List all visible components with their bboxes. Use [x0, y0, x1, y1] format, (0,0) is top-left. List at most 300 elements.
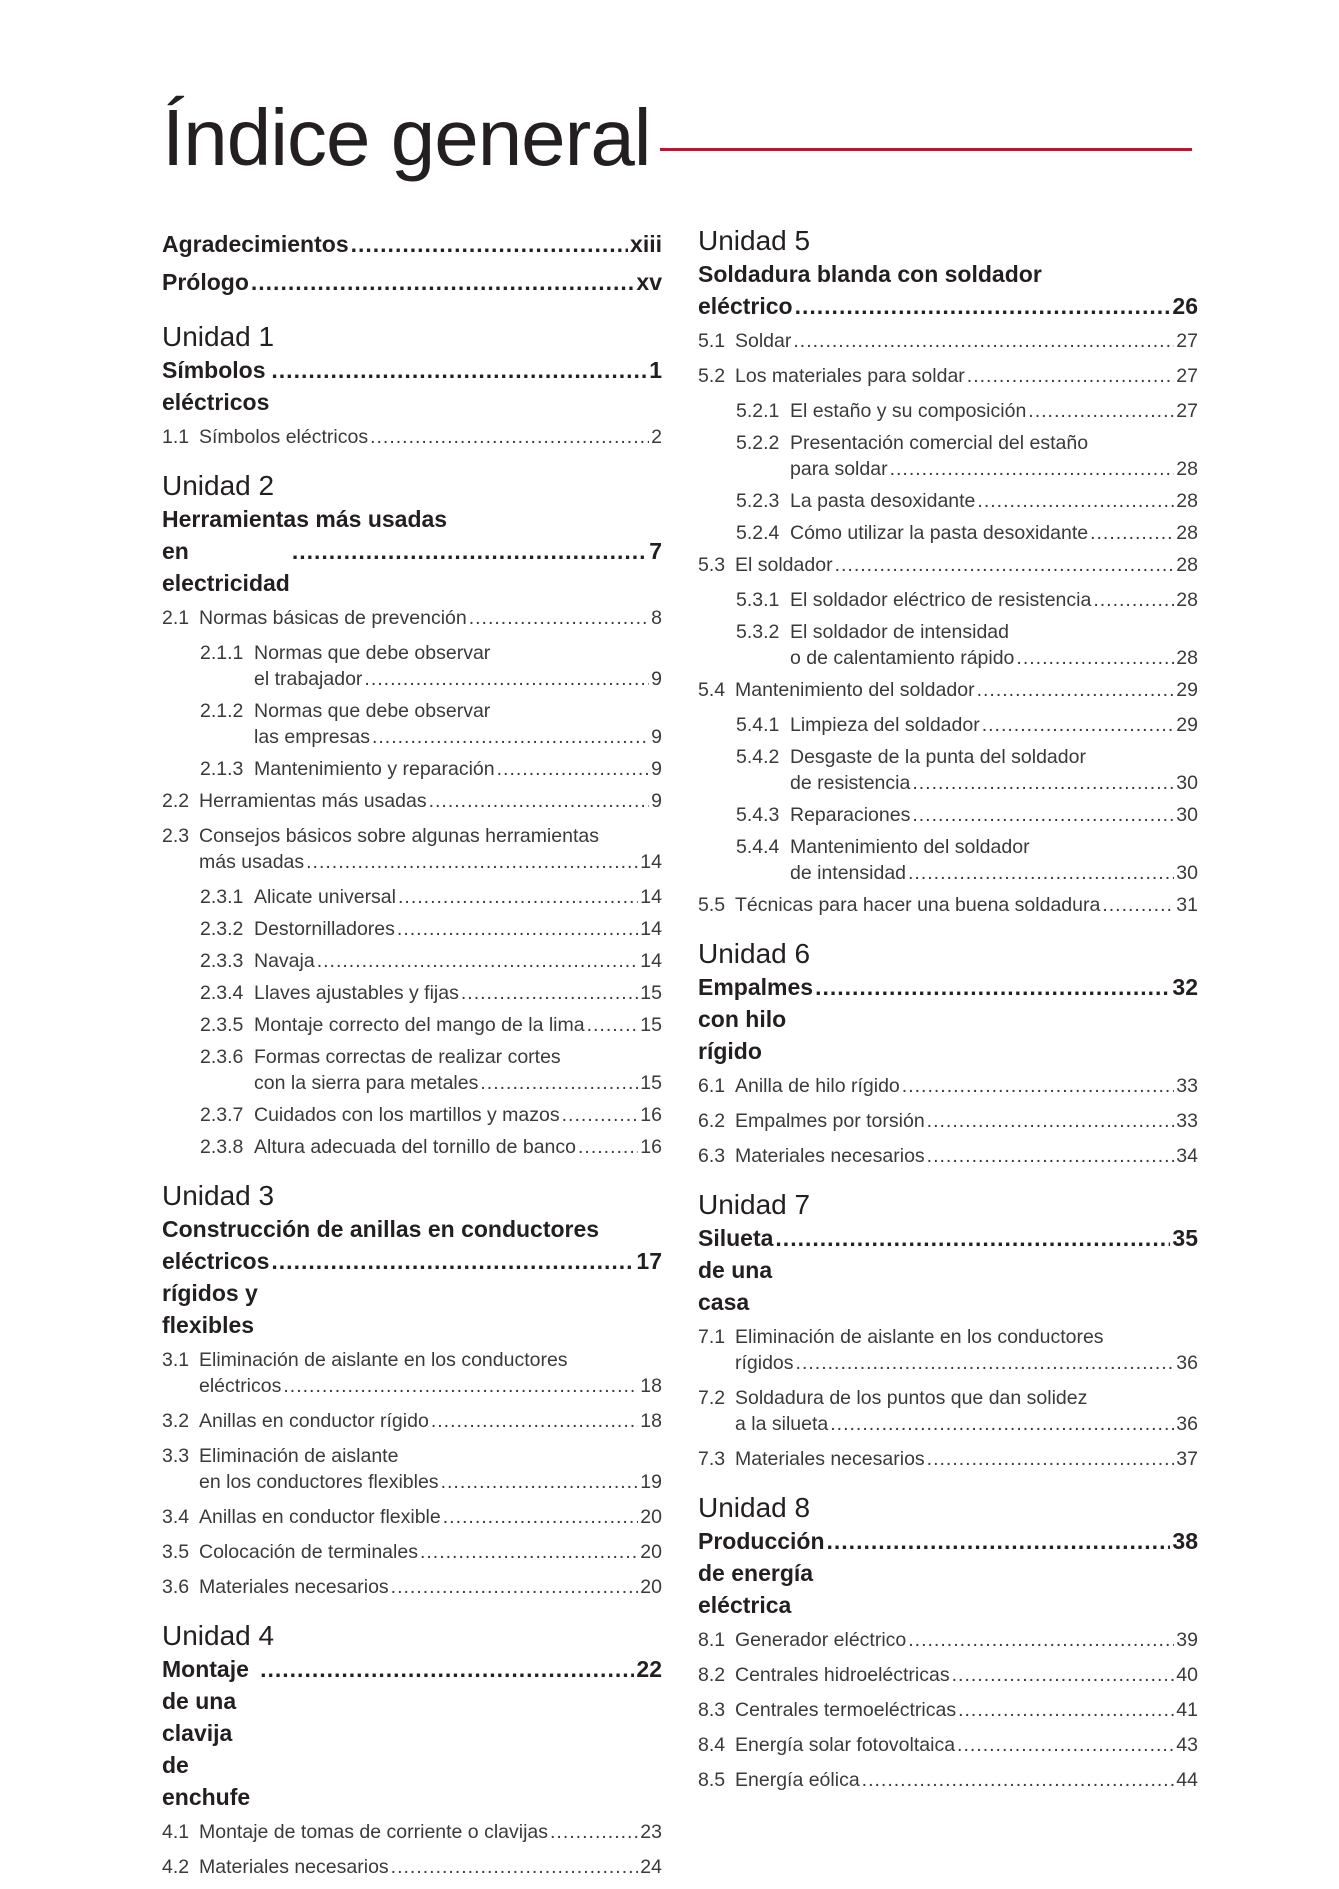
toc-subsection[interactable] [698, 398, 1198, 424]
section-number: 5.3.1 [736, 589, 780, 611]
entry-text: de resistencia [790, 772, 911, 794]
section-number: 8.1 [698, 1629, 726, 1651]
entry-line [698, 1446, 1198, 1472]
entry-text: en los conductores flexibles [199, 1471, 439, 1493]
toc-section[interactable] [698, 1073, 1198, 1099]
page-number: 16 [640, 1136, 662, 1158]
section-number: 3.3 [162, 1445, 190, 1467]
entry-text: Soldar [735, 330, 792, 352]
page-number: 28 [1176, 522, 1198, 544]
section-number: 2.1.3 [200, 758, 244, 780]
section-number: 3.1 [162, 1349, 190, 1371]
dot-leader [927, 1108, 1175, 1134]
entry-line [200, 1070, 662, 1096]
unit-title[interactable] [698, 258, 1198, 322]
unit-title-line [162, 1245, 662, 1341]
dot-leader [391, 1574, 639, 1600]
section-number: 2.3.6 [200, 1046, 244, 1068]
entry-text: Cómo utilizar la pasta desoxidante [790, 522, 1089, 544]
entry-text: las empresas [254, 726, 370, 748]
unit-section [162, 1180, 662, 1600]
dot-leader [927, 1446, 1175, 1472]
unit-title-text: Silueta de una casa [698, 1225, 774, 1315]
dot-leader [578, 1134, 638, 1160]
dot-leader [370, 424, 649, 450]
section-number: 5.4.3 [736, 804, 780, 826]
page-number: 29 [1176, 714, 1198, 736]
entry-line [200, 1012, 662, 1038]
dot-leader [480, 1070, 638, 1096]
dot-leader [1090, 520, 1174, 546]
page-number: 31 [1176, 894, 1198, 916]
dot-leader [461, 980, 638, 1006]
entry-line [698, 1767, 1198, 1793]
entry-line [698, 1662, 1198, 1688]
dot-leader [902, 1073, 1175, 1099]
toc-section[interactable] [162, 1504, 662, 1530]
page-number: 7 [649, 538, 662, 564]
entry-text: Generador eléctrico [735, 1629, 907, 1651]
entry-line [736, 712, 1198, 738]
section-number: 8.2 [698, 1664, 726, 1686]
dot-leader [795, 290, 1171, 322]
section-number: 5.5 [698, 894, 726, 916]
toc-section[interactable] [162, 1443, 662, 1495]
unit-title-line [698, 1525, 1198, 1621]
dot-leader [977, 488, 1174, 514]
toc-section[interactable] [698, 1108, 1198, 1134]
unit-title-line [162, 503, 662, 535]
entry-line [698, 363, 1198, 389]
toc-section[interactable] [698, 1385, 1198, 1437]
entry-line [736, 587, 1198, 613]
section-number: 4.2 [162, 1856, 190, 1878]
dot-leader [271, 354, 647, 386]
page-number: 15 [640, 1072, 662, 1094]
unit-title[interactable] [162, 503, 662, 599]
entry-text: Materiales necesarios [199, 1856, 389, 1878]
dot-leader [372, 724, 649, 750]
section-number: 2.1 [162, 607, 190, 629]
dot-leader [1028, 398, 1174, 424]
unit-title[interactable] [698, 1525, 1198, 1621]
toc-subsection[interactable] [162, 1044, 662, 1096]
entry-text: Montaje correcto del mango de la lima [254, 1014, 585, 1036]
unit-section [162, 470, 662, 1160]
toc-section[interactable] [698, 1767, 1198, 1793]
page-number: 33 [1176, 1075, 1198, 1097]
entry-line [200, 698, 662, 724]
toc-subsection[interactable] [162, 756, 662, 782]
entry-text: Energía eólica [735, 1769, 860, 1791]
entry-line [162, 823, 662, 849]
section-number: 2.3.3 [200, 950, 244, 972]
entry-text: La pasta desoxidante [790, 490, 976, 512]
toc-section[interactable] [162, 1408, 662, 1434]
entry-text: Herramientas más usadas [199, 790, 427, 812]
dot-leader [397, 916, 638, 942]
section-number: 8.4 [698, 1734, 726, 1756]
toc-section[interactable] [162, 1574, 662, 1600]
entry-text: Normas que debe observar [254, 700, 491, 722]
entry-line [736, 834, 1198, 860]
entry-line [162, 1443, 662, 1469]
entry-line [698, 1143, 1198, 1169]
toc-entry-front-matter[interactable] [162, 263, 662, 301]
entry-line [162, 1373, 662, 1399]
dot-leader [890, 456, 1175, 482]
entry-text: Empalmes por torsión [735, 1110, 925, 1132]
unit-section [162, 321, 662, 450]
entry-text: Materiales necesarios [735, 1145, 925, 1167]
dot-leader [815, 971, 1170, 1003]
dot-leader [912, 770, 1174, 796]
entry-text: Materiales necesarios [199, 1576, 389, 1598]
dot-leader [431, 1408, 638, 1434]
dot-leader [967, 363, 1175, 389]
toc-section[interactable] [698, 1143, 1198, 1169]
section-number: 7.3 [698, 1448, 726, 1470]
toc-column-right [698, 225, 1198, 1802]
entry-text: Normas básicas de prevención [199, 607, 467, 629]
section-number: 5.2.1 [736, 400, 780, 422]
section-number: 5.4.2 [736, 746, 780, 768]
section-number: 2.2 [162, 790, 190, 812]
dot-leader [912, 802, 1174, 828]
unit-section [698, 1492, 1198, 1793]
page-number: 1 [649, 357, 662, 383]
dot-leader [292, 535, 647, 567]
dot-leader [827, 1525, 1171, 1557]
toc-section[interactable] [162, 1819, 662, 1845]
entry-text: Llaves ajustables y fijas [254, 982, 459, 1004]
dot-leader [550, 1819, 638, 1845]
entry-text: Soldadura de los puntos que dan solidez [735, 1387, 1088, 1409]
section-number: 2.3.7 [200, 1104, 244, 1126]
section-number: 2.3 [162, 825, 190, 847]
section-number: 5.2.3 [736, 490, 780, 512]
dot-leader [364, 666, 649, 692]
entry-line [200, 666, 662, 692]
toc-subsection[interactable] [698, 744, 1198, 796]
unit-title-line [698, 290, 1198, 322]
toc-section[interactable] [162, 1854, 662, 1880]
unit-title-text: eléctricos rígidos y flexibles [162, 1248, 270, 1338]
entry-line [736, 770, 1198, 796]
page-number: 28 [1176, 458, 1198, 480]
toc-subsection[interactable] [162, 948, 662, 974]
toc-section[interactable] [698, 892, 1198, 918]
toc-subsection[interactable] [698, 834, 1198, 886]
page-number: 26 [1172, 293, 1198, 319]
section-number: 3.6 [162, 1576, 190, 1598]
entry-text: Centrales hidroeléctricas [735, 1664, 950, 1686]
entry-line [162, 849, 662, 875]
entry-text: Montaje de tomas de corriente o clavijas [199, 1821, 549, 1843]
page-number: 22 [636, 1656, 662, 1682]
section-number: 2.3.4 [200, 982, 244, 1004]
section-number: 6.2 [698, 1110, 726, 1132]
toc-subsection[interactable] [162, 698, 662, 750]
unit-title-line [698, 1222, 1198, 1318]
toc-section[interactable] [162, 1539, 662, 1565]
section-number: 5.2.4 [736, 522, 780, 544]
unit-label: Unidad 2 [162, 470, 275, 501]
entry-line [698, 677, 1198, 703]
section-number: 5.2 [698, 365, 726, 387]
section-number: 2.3.5 [200, 1014, 244, 1036]
entry-line [736, 398, 1198, 424]
dot-leader [351, 225, 628, 263]
dot-leader [775, 1222, 1170, 1254]
toc-section[interactable] [698, 1697, 1198, 1723]
toc-subsection[interactable] [162, 1012, 662, 1038]
unit-title-text: Construcción de anillas en conductores [162, 1216, 600, 1242]
entry-text: rígidos [735, 1352, 794, 1374]
section-number: 8.5 [698, 1769, 726, 1791]
unit-title[interactable] [698, 971, 1198, 1067]
toc-section[interactable] [698, 1662, 1198, 1688]
entry-line [736, 430, 1198, 456]
entry-text: Altura adecuada del tornillo de banco [254, 1136, 576, 1158]
entry-line [200, 1102, 662, 1128]
section-number: 5.2.2 [736, 432, 780, 454]
entry-line [162, 788, 662, 814]
dot-leader [469, 605, 649, 631]
entry-line [200, 980, 662, 1006]
dot-leader [982, 712, 1175, 738]
toc-section[interactable] [698, 1446, 1198, 1472]
unit-title-text: Montaje de una clavija de enchufe [162, 1656, 251, 1810]
entry-line [698, 1732, 1198, 1758]
page-number: 34 [1176, 1145, 1198, 1167]
dot-leader [429, 788, 650, 814]
page-number: 30 [1176, 862, 1198, 884]
unit-section [698, 1189, 1198, 1472]
toc-subsection[interactable] [162, 1102, 662, 1128]
page-number: 14 [640, 918, 662, 940]
entry-text: Mantenimiento y reparación [254, 758, 495, 780]
unit-title-text: Producción de energía eléctrica [698, 1528, 825, 1618]
entry-line [736, 456, 1198, 482]
page-number: 41 [1176, 1699, 1198, 1721]
page-number: 37 [1176, 1448, 1198, 1470]
toc-subsection[interactable] [162, 640, 662, 692]
toc-column-left [162, 225, 662, 1889]
entry-text: Eliminación de aislante [199, 1445, 399, 1467]
section-number: 5.4.4 [736, 836, 780, 858]
dot-leader [952, 1662, 1175, 1688]
page-number: 8 [651, 607, 662, 629]
toc-subsection[interactable] [698, 712, 1198, 738]
toc-subsection[interactable] [162, 980, 662, 1006]
unit-title-line [162, 1653, 662, 1813]
page-number: 14 [640, 950, 662, 972]
entry-text: El estaño y su composición [790, 400, 1027, 422]
toc-subsection[interactable] [698, 488, 1198, 514]
entry-label: Agradecimientos [162, 231, 349, 257]
unit-label: Unidad 5 [698, 225, 811, 256]
entry-line [698, 1108, 1198, 1134]
page-number: 18 [640, 1375, 662, 1397]
toc-section[interactable] [162, 424, 662, 450]
dot-leader [957, 1732, 1174, 1758]
unit-title[interactable] [162, 1213, 662, 1341]
toc-subsection[interactable] [162, 1134, 662, 1160]
page-number: 27 [1176, 365, 1198, 387]
section-number: 6.1 [698, 1075, 726, 1097]
entry-text: Cuidados con los martillos y mazos [254, 1104, 560, 1126]
toc-section[interactable] [698, 677, 1198, 703]
dot-leader [391, 1854, 639, 1880]
toc-entry-front-matter[interactable] [162, 225, 662, 263]
entry-text: Destornilladores [254, 918, 395, 940]
toc-section[interactable] [162, 788, 662, 814]
toc-subsection[interactable] [698, 619, 1198, 671]
unit-title-line [162, 1213, 662, 1245]
page-number: xiii [630, 231, 662, 257]
entry-line [200, 724, 662, 750]
dot-leader [271, 1245, 634, 1277]
dot-leader [443, 1504, 639, 1530]
toc-section[interactable] [698, 1732, 1198, 1758]
toc-subsection[interactable] [698, 802, 1198, 828]
unit-title[interactable] [698, 1222, 1198, 1318]
toc-section[interactable] [698, 1324, 1198, 1376]
entry-line [736, 619, 1198, 645]
page-number: 29 [1176, 679, 1198, 701]
section-number: 5.1 [698, 330, 726, 352]
entry-text: Técnicas para hacer una buena soldadura [735, 894, 1101, 916]
dot-leader [441, 1469, 639, 1495]
front-matter [162, 225, 662, 301]
unit-title[interactable] [162, 1653, 662, 1813]
entry-text: Mantenimiento del soldador [790, 836, 1030, 858]
unit-label: Unidad 3 [162, 1180, 275, 1211]
section-number: 1.1 [162, 426, 190, 448]
page-number: 20 [640, 1506, 662, 1528]
unit-label: Unidad 8 [698, 1492, 811, 1523]
dot-leader [908, 860, 1174, 886]
page-number: 20 [640, 1576, 662, 1598]
entry-line [162, 1408, 662, 1434]
entry-text: eléctricos [199, 1375, 282, 1397]
page-number: 14 [640, 851, 662, 873]
entry-text: más usadas [199, 851, 305, 873]
page-number: 9 [651, 790, 662, 812]
dot-leader [977, 677, 1175, 703]
unit-title-line [162, 354, 662, 418]
toc-section[interactable] [698, 1627, 1198, 1653]
toc-section[interactable] [698, 328, 1198, 354]
section-number: 4.1 [162, 1821, 190, 1843]
dot-leader [562, 1102, 639, 1128]
toc-subsection[interactable] [162, 884, 662, 910]
entry-line [162, 1574, 662, 1600]
entry-line [736, 645, 1198, 671]
toc-subsection[interactable] [698, 587, 1198, 613]
entry-line [162, 1539, 662, 1565]
unit-title-text: en electricidad [162, 538, 290, 596]
entry-text: Energía solar fotovoltaica [735, 1734, 956, 1756]
entry-text: Símbolos eléctricos [199, 426, 369, 448]
dot-leader [251, 263, 635, 301]
section-number: 7.1 [698, 1326, 726, 1348]
page-number: 28 [1176, 647, 1198, 669]
page-number: 28 [1176, 589, 1198, 611]
unit-title-line [162, 535, 662, 599]
entry-text: Anillas en conductor rígido [199, 1410, 429, 1432]
dot-leader [908, 1627, 1174, 1653]
page-number: 30 [1176, 804, 1198, 826]
page-number: 19 [640, 1471, 662, 1493]
page-number: xv [636, 269, 662, 295]
page-number: 44 [1176, 1769, 1198, 1791]
toc-section[interactable] [162, 605, 662, 631]
entry-text: el trabajador [254, 668, 363, 690]
section-number: 8.3 [698, 1699, 726, 1721]
entry-line [162, 1469, 662, 1495]
entry-line [162, 424, 662, 450]
section-number: 5.4 [698, 679, 726, 701]
entry-line [736, 860, 1198, 886]
page-number: 27 [1176, 400, 1198, 422]
entry-line [698, 1411, 1198, 1437]
entry-line [200, 640, 662, 666]
entry-line [162, 1819, 662, 1845]
unit-section [162, 1620, 662, 1880]
toc-section[interactable] [698, 363, 1198, 389]
entry-line [736, 520, 1198, 546]
title-rule [660, 148, 1192, 151]
toc-section[interactable] [162, 823, 662, 875]
entry-text: Presentación comercial del estaño [790, 432, 1089, 454]
page-title: Índice general [162, 93, 651, 182]
page-number: 23 [640, 1821, 662, 1843]
entry-text: Eliminación de aislante en los conductores [199, 1349, 568, 1371]
entry-line [698, 1350, 1198, 1376]
entry-line [200, 1134, 662, 1160]
section-number: 2.3.8 [200, 1136, 244, 1158]
unit-title-text: Empalmes con hilo rígido [698, 974, 814, 1064]
toc-section[interactable] [698, 552, 1198, 578]
toc-subsection[interactable] [698, 430, 1198, 482]
section-number: 5.3.2 [736, 621, 780, 643]
unit-title-line [698, 971, 1198, 1067]
page-number: 35 [1172, 1225, 1198, 1251]
entry-text: Mantenimiento del soldador [735, 679, 975, 701]
entry-text: El soldador [735, 554, 833, 576]
entry-text: Reparaciones [790, 804, 911, 826]
unit-title[interactable] [162, 354, 662, 418]
unit-title-text: eléctrico [698, 293, 793, 319]
page-number: 16 [640, 1104, 662, 1126]
entry-line [698, 1385, 1198, 1411]
dot-leader [306, 849, 638, 875]
toc-subsection[interactable] [698, 520, 1198, 546]
toc-subsection[interactable] [162, 916, 662, 942]
entry-line [698, 1697, 1198, 1723]
unit-title-line [698, 258, 1198, 290]
unit-section [698, 225, 1198, 918]
toc-section[interactable] [162, 1347, 662, 1399]
entry-text: con la sierra para metales [254, 1072, 479, 1094]
page-header [162, 88, 1192, 188]
section-number: 6.3 [698, 1145, 726, 1167]
section-number: 7.2 [698, 1387, 726, 1409]
page-number: 30 [1176, 772, 1198, 794]
entry-line [736, 744, 1198, 770]
